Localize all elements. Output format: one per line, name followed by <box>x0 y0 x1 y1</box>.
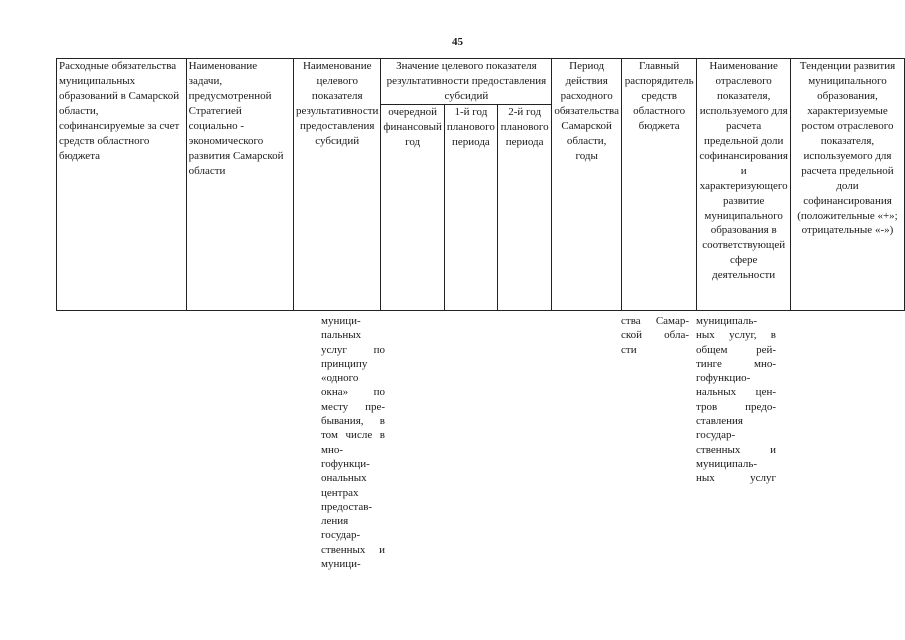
continuation-col-indicator <box>321 314 385 571</box>
continuation-line: тинге мно- <box>696 357 776 370</box>
header-col-distributor: Главный распорядитель средств областного бюджета <box>621 59 696 311</box>
continuation-line: общем рей- <box>696 343 776 356</box>
continuation-line: ных услуг <box>696 472 776 485</box>
continuation-col-sector-indicator <box>696 314 776 486</box>
continuation-line: том числе в <box>321 429 385 442</box>
continuation-line: ственных и <box>321 543 385 556</box>
continuation-col-distributor <box>621 314 689 357</box>
header-col-target-value: Значение целевого показателя результативности предоставления субсидий <box>381 59 552 105</box>
header-col-plan-year-2: 2-й год планового периода <box>497 104 551 310</box>
continuation-line: ской обла- <box>621 329 689 342</box>
continuation-line: гофункци- <box>321 457 370 470</box>
header-col-current-year: очередной финансовый год <box>381 104 445 310</box>
continuation-line: месту пре- <box>321 400 385 413</box>
continuation-line: тров предо- <box>696 400 776 413</box>
continuation-line: ства Самар- <box>621 315 689 327</box>
continuation-line: центрах <box>321 486 359 499</box>
page-number: 45 <box>452 36 463 48</box>
header-col-task: Наименование задачи, предусмотренной Стратегией социально - экономического развития Самарской области <box>186 59 293 311</box>
continuation-line: услуг по <box>321 343 385 356</box>
continuation-line: бывания, в <box>321 415 385 428</box>
continuation-line: предостав- <box>321 500 373 513</box>
continuation-line: пальных <box>321 329 362 342</box>
continuation-line: государ- <box>696 429 736 442</box>
header-col-sector-indicator: Наименование отраслевого показателя, используемого для расчета предельной доли софинансирования и характеризующего развитие муниципального образования в соответствующей сфере деятельности <box>697 59 791 311</box>
continuation-line: нальных цен- <box>696 386 776 399</box>
continuation-line: «одного <box>321 372 359 385</box>
continuation-line: ственных и <box>696 443 776 456</box>
continuation-line: ных услуг, в <box>696 329 776 342</box>
continuation-line: мно- <box>321 443 344 456</box>
continuation-line: ления <box>321 515 349 528</box>
continuation-line: муници- <box>321 315 361 327</box>
continuation-line: муници- <box>321 558 361 571</box>
continuation-line: гофункцио- <box>696 372 751 385</box>
header-col-trends: Тенденции развития муниципального образования, характеризуемые ростом отраслевого показателя, используемого для расчета предельной доли софинансирования (положительные «+»; отрицательные «-») <box>790 59 904 311</box>
header-col-obligations: Расходные обязательства муниципальных образований в Самарской области, софинансируемые за счет средств областного бюджета <box>57 59 187 311</box>
continuation-line: государ- <box>321 529 361 542</box>
continuation-line: сти <box>621 343 637 356</box>
continuation-line: окна» по <box>321 386 385 399</box>
header-table <box>56 58 905 311</box>
header-col-period: Период действия расходного обязательства Самарской области, годы <box>552 59 622 311</box>
continuation-line: принципу <box>321 357 368 370</box>
header-col-indicator: Наименование целевого показателя результативности предоставления субсидий <box>294 59 381 311</box>
continuation-line: ональных <box>321 472 367 485</box>
continuation-line: муниципаль- <box>696 457 758 470</box>
continuation-line: ставления <box>696 415 743 428</box>
continuation-line: муниципаль- <box>696 315 758 327</box>
header-col-plan-year-1: 1-й год планового периода <box>444 104 497 310</box>
